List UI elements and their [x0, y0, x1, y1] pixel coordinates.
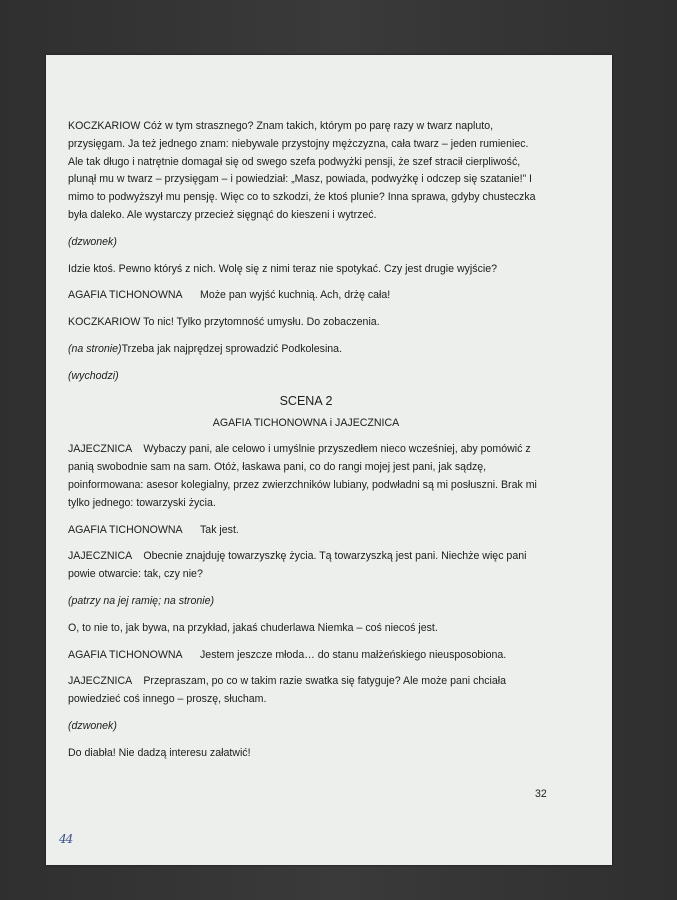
- speech-text: Może pan wyjść kuchnią. Ach, drżę cała!: [200, 289, 391, 302]
- paragraph-jajecznica-3: JAJECZNICA Przepraszam, po co w takim razie swatka się fatyguje? Ale może pani chciała powiedzieć coś innego – proszę, słucham.: [68, 675, 510, 706]
- speech-line: [68, 522, 544, 540]
- speech-text: Tak jest.: [200, 523, 239, 536]
- page-number: 32: [535, 788, 547, 800]
- speaker-name: AGAFIA TICHONOWNA: [68, 289, 183, 302]
- speech-text: Jestem jeszcze młoda… do stanu małżeńskiego nieusposobiona.: [200, 648, 507, 661]
- paragraph: O, to nie to, jak bywa, na przykład, jakaś chuderlawa Niemka – coś niecoś jest.: [68, 621, 438, 634]
- handwritten-page-mark: 44: [59, 832, 73, 846]
- paragraph-koczkariow-1: KOCZKARIOW Cóż w tym strasznego? Znam takich, którym po parę razy w twarz napluto, przysięgam. Ja też jednego znam: niebywale przystojny mężczyzna, cała twarz – jeden rumieniec. Ale tak długo i natrętnie domagał się od swego szefa podwyżki pensji, że szef stracił cierpliwość, plunął mu w twarz – przysięgam – i powiedział: „Masz, powiada, podwyżkę i odczep się szatanie!” I mimo to podwyższył mu pensję. Więc co to szkodzi, że ktoś plunie? Inna sprawa, gdyby chusteczka była daleko. Ale wystarczy przecież sięgnąć do kieszeni i wytrzeć.: [68, 120, 536, 221]
- paragraph: Idzie ktoś. Pewno któryś z nich. Wolę się z nimi teraz nie spotykać. Czy jest drugie wyjście?: [68, 262, 498, 275]
- speech-line: [68, 287, 544, 305]
- scene-characters: AGAFIA TICHONOWNA i JAJECZNICA: [212, 416, 400, 429]
- paragraph: Do diabła! Nie dadzą interesu załatwić!: [68, 746, 251, 759]
- stage-direction: (wychodzi): [68, 369, 119, 382]
- stage-direction: (na stronie): [68, 342, 122, 355]
- paragraph: KOCZKARIOW To nic! Tylko przytomność umysłu. Do zobaczenia.: [68, 316, 380, 329]
- stage-direction: (patrzy na jej ramię; na stronie): [68, 594, 215, 607]
- aside-line: [68, 341, 544, 359]
- scene-title: SCENA 2: [279, 393, 333, 408]
- play-text: [68, 118, 544, 763]
- speaker-name: AGAFIA TICHONOWNA: [68, 523, 183, 536]
- aside-text: Trzeba jak najprędzej sprowadzić Podkolesina.: [121, 342, 343, 355]
- stage-direction: (dzwonek): [68, 719, 117, 732]
- stage-direction: (dzwonek): [68, 235, 117, 248]
- paragraph-jajecznica-1: JAJECZNICA Wybaczy pani, ale celowo i umyślnie przyszedłem nieco wcześniej, aby pomówić z panią swobodnie sam na sam. Otóż, łaskawa pani, co do rangi mojej jest pani, jak sądzę, poinformowana: asesor kolegialny, przez zwierzchników lubiany, podwładni są mi posłuszni. Brak mi tylko jednego: towarzyski życia.: [68, 443, 540, 509]
- speaker-name: AGAFIA TICHONOWNA: [68, 648, 183, 661]
- paragraph-jajecznica-2: JAJECZNICA Obecnie znajduję towarzyszkę życia. Tą towarzyszką jest pani. Niechże więc pani powie otwarcie: tak, czy nie?: [68, 550, 530, 581]
- speech-line: [68, 647, 544, 665]
